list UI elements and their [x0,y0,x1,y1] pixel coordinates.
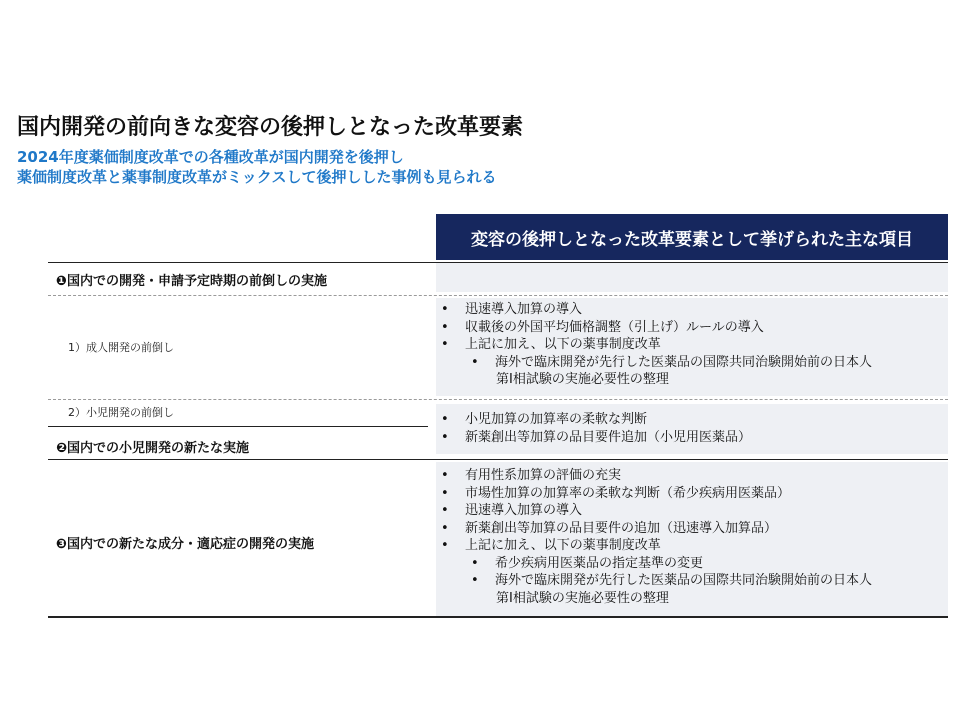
list-item-nested: • 希少疾病用医薬品の指定基準の変更 [471,555,704,571]
table-right-header: 変容の後押しとなった改革要素として挙げられた主な項目 [436,214,948,260]
item-3-label: ❸国内での新たな成分・適応症の開発の実施 [56,537,315,552]
bullet-marker-icon: • [441,319,449,335]
right-cell-1 [436,262,948,292]
list-item-continuation: 第Ⅰ相試験の実施必要性の整理 [496,372,669,387]
slide-title: 国内開発の前向きな変容の後押しとなった改革要素 [17,115,524,140]
row-divider [48,459,948,460]
list-item: • 上記に加え、以下の薬事制度改革 [441,538,661,553]
list-item: • 有用性系加算の評価の充実 [441,468,622,483]
list-item: • 迅速導入加算の導入 [441,302,583,317]
list-item: • 市場性加算の加算率の柔軟な判断（希少疾病用医薬品） [441,485,791,501]
bullet-marker-icon: • [471,573,479,588]
list-item: • 収載後の外国平均価格調整（引上げ）ルールの導入 [441,319,764,335]
list-item: • 迅速導入加算の導入 [441,503,583,518]
bullet-marker-icon: • [441,538,449,553]
table-top-rule [48,262,948,263]
list-item: • 小児加算の加算率の柔軟な判断 [441,412,648,427]
table-bottom-rule [48,616,948,618]
bullet-marker-icon: • [441,485,449,501]
list-item-nested: • 海外で臨床開発が先行した医薬品の国際共同治験開始前の日本人 [471,573,873,588]
item-2-label: ❷国内での小児開発の新たな実施 [56,441,250,456]
item-1-sub-1-label: 1）成人開発の前倒し [68,341,174,354]
bullet-marker-icon: • [441,429,449,445]
bullet-marker-icon: • [441,468,449,483]
subtitle-line-2: 薬価制度改革と薬事制度改革がミックスして後押しした事例も見られる [17,168,497,186]
list-item: • 新薬創出等加算の品目要件の追加（迅速導入加算品） [441,520,778,536]
bullet-marker-icon: • [441,337,449,352]
row-divider [48,399,948,400]
list-item-continuation: 第Ⅰ相試験の実施必要性の整理 [496,590,669,606]
list-item: • 上記に加え、以下の薬事制度改革 [441,337,661,352]
left-row-divider [48,426,428,427]
row-divider [48,295,948,296]
bullet-list-2 [440,411,751,446]
bullet-marker-icon: • [441,520,449,536]
bullet-list-3 [440,467,872,607]
bullet-marker-icon: • [441,503,449,518]
bullet-marker-icon: • [441,302,449,317]
bullet-list-1 [440,301,872,389]
subtitle-line-1: 2024年度薬価制度改革での各種改革が国内開発を後押し [17,148,404,166]
bullet-marker-icon: • [441,412,449,427]
item-1-label: ❶国内での開発・申請予定時期の前倒しの実施 [56,274,328,289]
list-item-nested: • 海外で臨床開発が先行した医薬品の国際共同治験開始前の日本人 [471,354,873,370]
list-item: • 新薬創出等加算の品目要件追加（小児用医薬品） [441,429,752,445]
bullet-marker-icon: • [471,354,479,370]
bullet-marker-icon: • [471,555,479,571]
item-1-sub-2-label: 2）小児開発の前倒し [68,406,174,419]
